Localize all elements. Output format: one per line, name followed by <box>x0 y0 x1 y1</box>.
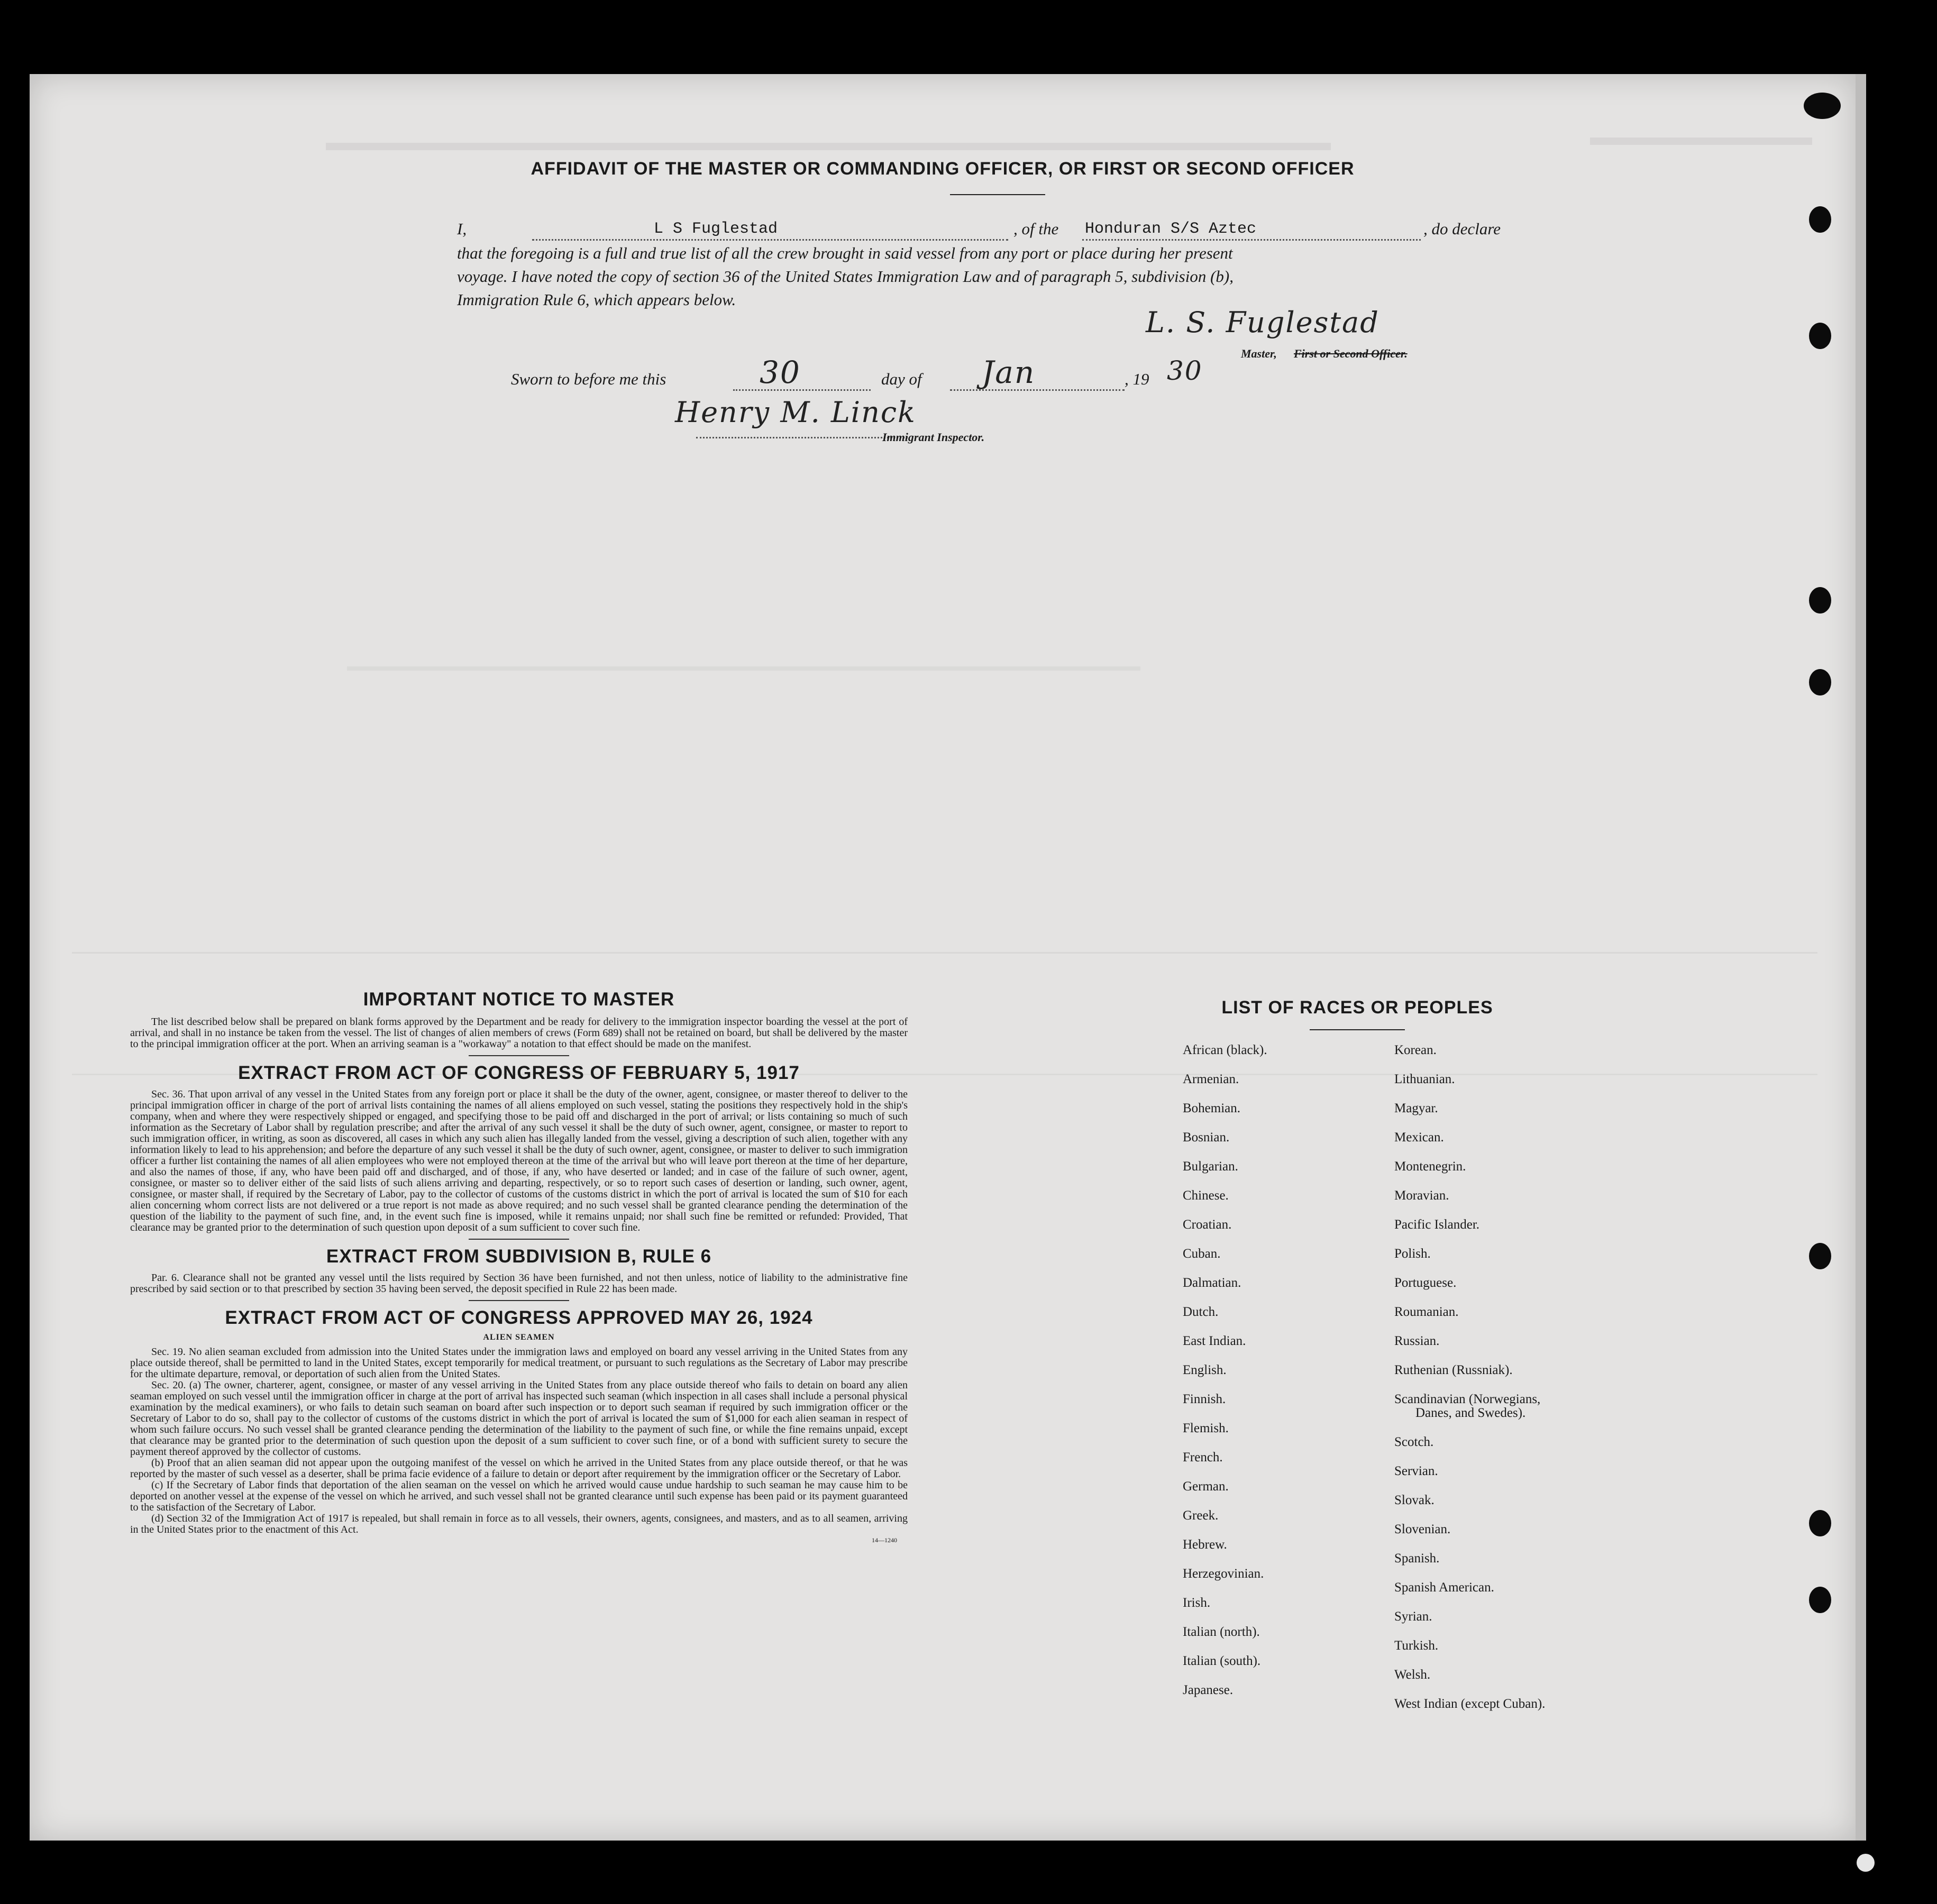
sworn-label: Sworn to before me this <box>511 370 666 388</box>
race-item: Welsh. <box>1394 1668 1431 1682</box>
race-item: Armenian. <box>1183 1072 1239 1086</box>
race-item: Slovak. <box>1394 1493 1435 1507</box>
bleed-through-mark <box>347 666 1140 671</box>
extract-1924-sec19: Sec. 19. No alien seaman excluded from admission into the United States under the immigration laws and employed on board any vessel arriving in the United States from any place outside thereof, shall be permitted to land in the United States, except temporarily for medical treatment, or pursuant to such regulations as the Secretary of Labor may prescribe for the ultimate departure, removal, or deportation of such alien from the United States. <box>130 1346 908 1380</box>
race-item: Montenegrin. <box>1394 1159 1466 1174</box>
race-item: Scotch. <box>1394 1435 1434 1449</box>
divider <box>469 1239 569 1240</box>
i-label: I, <box>457 219 467 238</box>
binder-hole <box>1809 1243 1831 1269</box>
race-item: Finnish. <box>1183 1392 1226 1406</box>
extract-1917-body: Sec. 36. That upon arrival of any vessel in the United States from any foreign port or place it shall be the duty of the owner, agent, consignee, or master thereof to deliver to the principal immigration officer in charge of the port of arrival lists containing the names of all aliens employed on such vessel, stating the positions they respectively hold in the ship's company, when and where they were respectively shipped or engaged, and specifying those to be paid off and discharged in the port of arrival; or lists containing so much of such information as the Secretary of Labor shall by regulation prescribe; and after the arrival of any such vessel it shall be the duty of such owner, agent, consignee, or master to report to such immigration officer, in writing, as soon as discovered, all cases in which any such alien has illegally landed from the vessel, giving a description of such alien, together with any information likely to lead to his apprehension; and before the departure of any such vessel it shall be the duty of such owner, agent, consignee, or master to deliver to such immigration officer a further list containing the names of all alien employees who were not employed thereon at the time of the arrival but who will leave port thereon at the time of her departure, and also the names of those, if any, who have been paid off and discharged, and of those, if any, who have deserted or landed; and in case of the failure of such owner, agent, consignee, or master so to deliver either of the said lists of such aliens arriving and departing, respectively, or so to report such cases of desertion or landing, such owner, agent, consignee, or master shall, if required by the Secretary of Labor, pay to the collector of customs of the customs district in which the port of arrival is located the sum of $10 for each alien concerning whom correct lists are not delivered or a true report is not made as above required; and no such vessel shall be granted clearance pending the determination of the question of the liability to the payment of such fine, and, in the event such fine is imposed, while it remains unpaid; nor shall such fine be remitted or refunded: Provided, That clearance may be granted prior to the determination of such question upon deposit of a sum sufficient to cover such fine. <box>130 1088 908 1233</box>
vessel-field: Honduran S/S Aztec <box>1085 220 1257 238</box>
affidavit-title: AFFIDAVIT OF THE MASTER OR COMMANDING OFFICER, OR FIRST OR SECOND OFFICER <box>531 159 1355 179</box>
race-item: Dalmatian. <box>1183 1276 1241 1290</box>
sworn-year: 30 <box>1167 355 1203 386</box>
legal-notices-column <box>130 989 908 1544</box>
race-item: Italian (north). <box>1183 1625 1260 1639</box>
master-name-line <box>532 239 1008 241</box>
subdivision-body: Par. 6. Clearance shall not be granted any vessel until the lists required by Section 36 have been furnished, and not then unless, notice of liability to the administrative fine prescribed by said section or to that prescribed by section 35 having been served, the deposit specified in Rule 22 has been made. <box>130 1272 908 1295</box>
divider <box>469 1055 569 1056</box>
races-column-2 <box>1394 1043 1722 1783</box>
year-prefix: , 19 <box>1125 370 1149 388</box>
day-of-label: day of <box>881 370 922 388</box>
race-item: Bohemian. <box>1183 1101 1241 1115</box>
extract-1924-sec20a: Sec. 20. (a) The owner, charterer, agent, consignee, or master of any vessel arriving in the United States from any place outside thereof who fails to detain on board any alien seaman employed on such vessel until the immigration officer in charge at the port of arrival has inspected such seaman (which inspection in all cases shall include a personal physical examination by the medical examiners), or who fails to detain such seaman on board after such inspection or to deport such seaman if required by such immigration officer or the Secretary of Labor to do so, shall pay to the collector of customs of the customs district in which the port of arrival is located the sum of $1,000 for each alien seaman in respect of whom such failure occurs. No such vessel shall be granted clearance pending the determination of the liability to the payment of such fine, or while the fine remains unpaid, except that clearance may be granted prior to the determination of such question upon the deposit of a sum sufficient to cover such fine, or of a bond with sufficient surety to secure the payment thereof approved by the collector of customs. <box>130 1379 908 1458</box>
binder-hole <box>1809 323 1831 349</box>
affidavit-line-4: Immigration Rule 6, which appears below. <box>457 290 736 309</box>
extract-1924-sec20d: (d) Section 32 of the Immigration Act of 1917 is repealed, but shall remain in force as to all vessels, their owners, agents, consignees, and masters, and as to all seamen, arriving in the United States prior to the enactment of this Act. <box>130 1513 908 1535</box>
vessel-line <box>1082 239 1421 241</box>
divider <box>469 1300 569 1301</box>
of-the-label: , of the <box>1013 219 1059 238</box>
race-item: Bosnian. <box>1183 1130 1230 1145</box>
alien-seamen-subtitle: ALIEN SEAMEN <box>483 1333 555 1342</box>
sworn-month: Jan <box>982 354 1036 390</box>
race-item: Russian. <box>1394 1334 1440 1348</box>
subdivision-title: EXTRACT FROM SUBDIVISION B, RULE 6 <box>326 1246 712 1267</box>
race-item: Lithuanian. <box>1394 1072 1455 1086</box>
binder-hole <box>1809 206 1831 233</box>
race-item: Cuban. <box>1183 1247 1221 1261</box>
race-item: Scandinavian (Norwegians, <box>1394 1392 1541 1406</box>
extract-1924-sec20c: (c) If the Secretary of Labor finds that deportation of the alien seaman on the vessel on which he arrived would cause undue hardship to such seaman he may cause him to be deported on another vessel at the expense of the vessel on which he arrived, and such vessel shall not be granted clearance until such expense has been paid or its payment guaranteed to the satisfaction of the Secretary of Labor. <box>130 1479 908 1513</box>
race-item: Chinese. <box>1183 1188 1229 1203</box>
race-item: Spanish American. <box>1394 1580 1494 1595</box>
race-item: Irish. <box>1183 1596 1211 1610</box>
bleed-through-rule <box>72 952 1817 954</box>
affidavit-line-2: that the foregoing is a full and true list of all the crew brought in said vessel from any port or place during her present <box>457 244 1233 262</box>
race-item: Mexican. <box>1394 1130 1444 1145</box>
race-item: Bulgarian. <box>1183 1159 1238 1174</box>
race-item: Italian (south). <box>1183 1654 1261 1668</box>
binder-hole <box>1809 1587 1831 1613</box>
race-item: Herzegovinian. <box>1183 1567 1264 1581</box>
race-item: Japanese. <box>1183 1683 1234 1697</box>
notice-title: IMPORTANT NOTICE TO MASTER <box>363 989 675 1010</box>
races-underline <box>1310 1029 1405 1030</box>
race-item: Spanish. <box>1394 1551 1440 1566</box>
race-item: Hebrew. <box>1183 1537 1227 1552</box>
notice-body: The list described below shall be prepared on blank forms approved by the Department and be ready for delivery to the immigration inspector boarding the vessel at the port of arrival, and shall in no instance be taken from the vessel. The list of changes of alien members of crews (Form 689) shall not be retained on board, but shall be delivered by the master to the principal immigration officer at the port. When an arriving seaman is a "workaway" a notation to that effect should be made on the manifest. <box>130 1016 908 1050</box>
races-column-1 <box>1183 1043 1394 1783</box>
month-line <box>950 389 1125 391</box>
declare-label: , do declare <box>1423 219 1501 238</box>
inspector-line <box>696 437 908 438</box>
race-item: Roumanian. <box>1394 1305 1459 1319</box>
binder-hole <box>1809 587 1831 614</box>
race-item: Greek. <box>1183 1508 1219 1523</box>
race-item: Magyar. <box>1394 1101 1438 1115</box>
race-item: French. <box>1183 1450 1223 1464</box>
master-name-field: L S Fuglestad <box>654 220 778 238</box>
race-item: Turkish. <box>1394 1638 1439 1653</box>
race-item: Portuguese. <box>1394 1276 1457 1290</box>
document-sheet <box>30 74 1856 1841</box>
race-item: Danes, and Swedes). <box>1415 1406 1526 1420</box>
extract-1924-title: EXTRACT FROM ACT OF CONGRESS APPROVED MAY 26, 1924 <box>225 1307 813 1328</box>
race-item: Slovenian. <box>1394 1522 1451 1536</box>
binder-hole <box>1809 669 1831 695</box>
master-signature: L. S. Fuglestad <box>1146 306 1379 339</box>
race-item: African (black). <box>1183 1043 1267 1057</box>
race-item: Servian. <box>1394 1464 1438 1478</box>
inspector-label: Immigrant Inspector. <box>882 431 985 444</box>
extract-1917-title: EXTRACT FROM ACT OF CONGRESS OF FEBRUARY 5, 1917 <box>238 1063 800 1083</box>
race-item: Syrian. <box>1394 1609 1432 1624</box>
inspector-signature: Henry M. Linck <box>675 396 916 429</box>
race-item: English. <box>1183 1363 1227 1377</box>
affidavit-line-3: voyage. I have noted the copy of section 36 of the United States Immigration Law and of paragraph 5, subdivision (b), <box>457 267 1234 286</box>
race-item: Korean. <box>1394 1043 1437 1057</box>
race-item: Pacific Islander. <box>1394 1218 1480 1232</box>
race-item: Polish. <box>1394 1247 1431 1261</box>
race-item: Moravian. <box>1394 1188 1449 1203</box>
race-item: Ruthenian (Russniak). <box>1394 1363 1513 1377</box>
binder-hole <box>1804 93 1841 119</box>
race-item: German. <box>1183 1479 1229 1494</box>
master-label: Master, <box>1241 347 1277 360</box>
extract-1924-sec20b: (b) Proof that an alien seaman did not appear upon the outgoing manifest of the vessel on which he arrived in the United States from any place outside thereof, or that he was reported by the master of such vessel as a deserter, shall be prima facie evidence of a failure to detain or deport after requirement by the immigration officer or the Secretary of Labor. <box>130 1457 908 1480</box>
bleed-through-mark <box>1590 138 1812 145</box>
form-number: 14—1240 <box>872 1536 897 1544</box>
sworn-day: 30 <box>760 354 801 390</box>
bleed-through-mark <box>326 143 1331 150</box>
race-item: West Indian (except Cuban). <box>1394 1697 1546 1711</box>
day-line <box>733 389 871 391</box>
title-underline <box>950 194 1045 195</box>
race-item: Croatian. <box>1183 1218 1232 1232</box>
binder-hole <box>1809 1510 1831 1536</box>
races-title: LIST OF RACES OR PEOPLES <box>1221 997 1493 1018</box>
struck-officer-label: First or Second Officer. <box>1294 347 1408 360</box>
race-item: East Indian. <box>1183 1334 1246 1348</box>
race-item: Flemish. <box>1183 1421 1229 1435</box>
race-item: Dutch. <box>1183 1305 1219 1319</box>
edge-mark <box>1857 1854 1875 1872</box>
